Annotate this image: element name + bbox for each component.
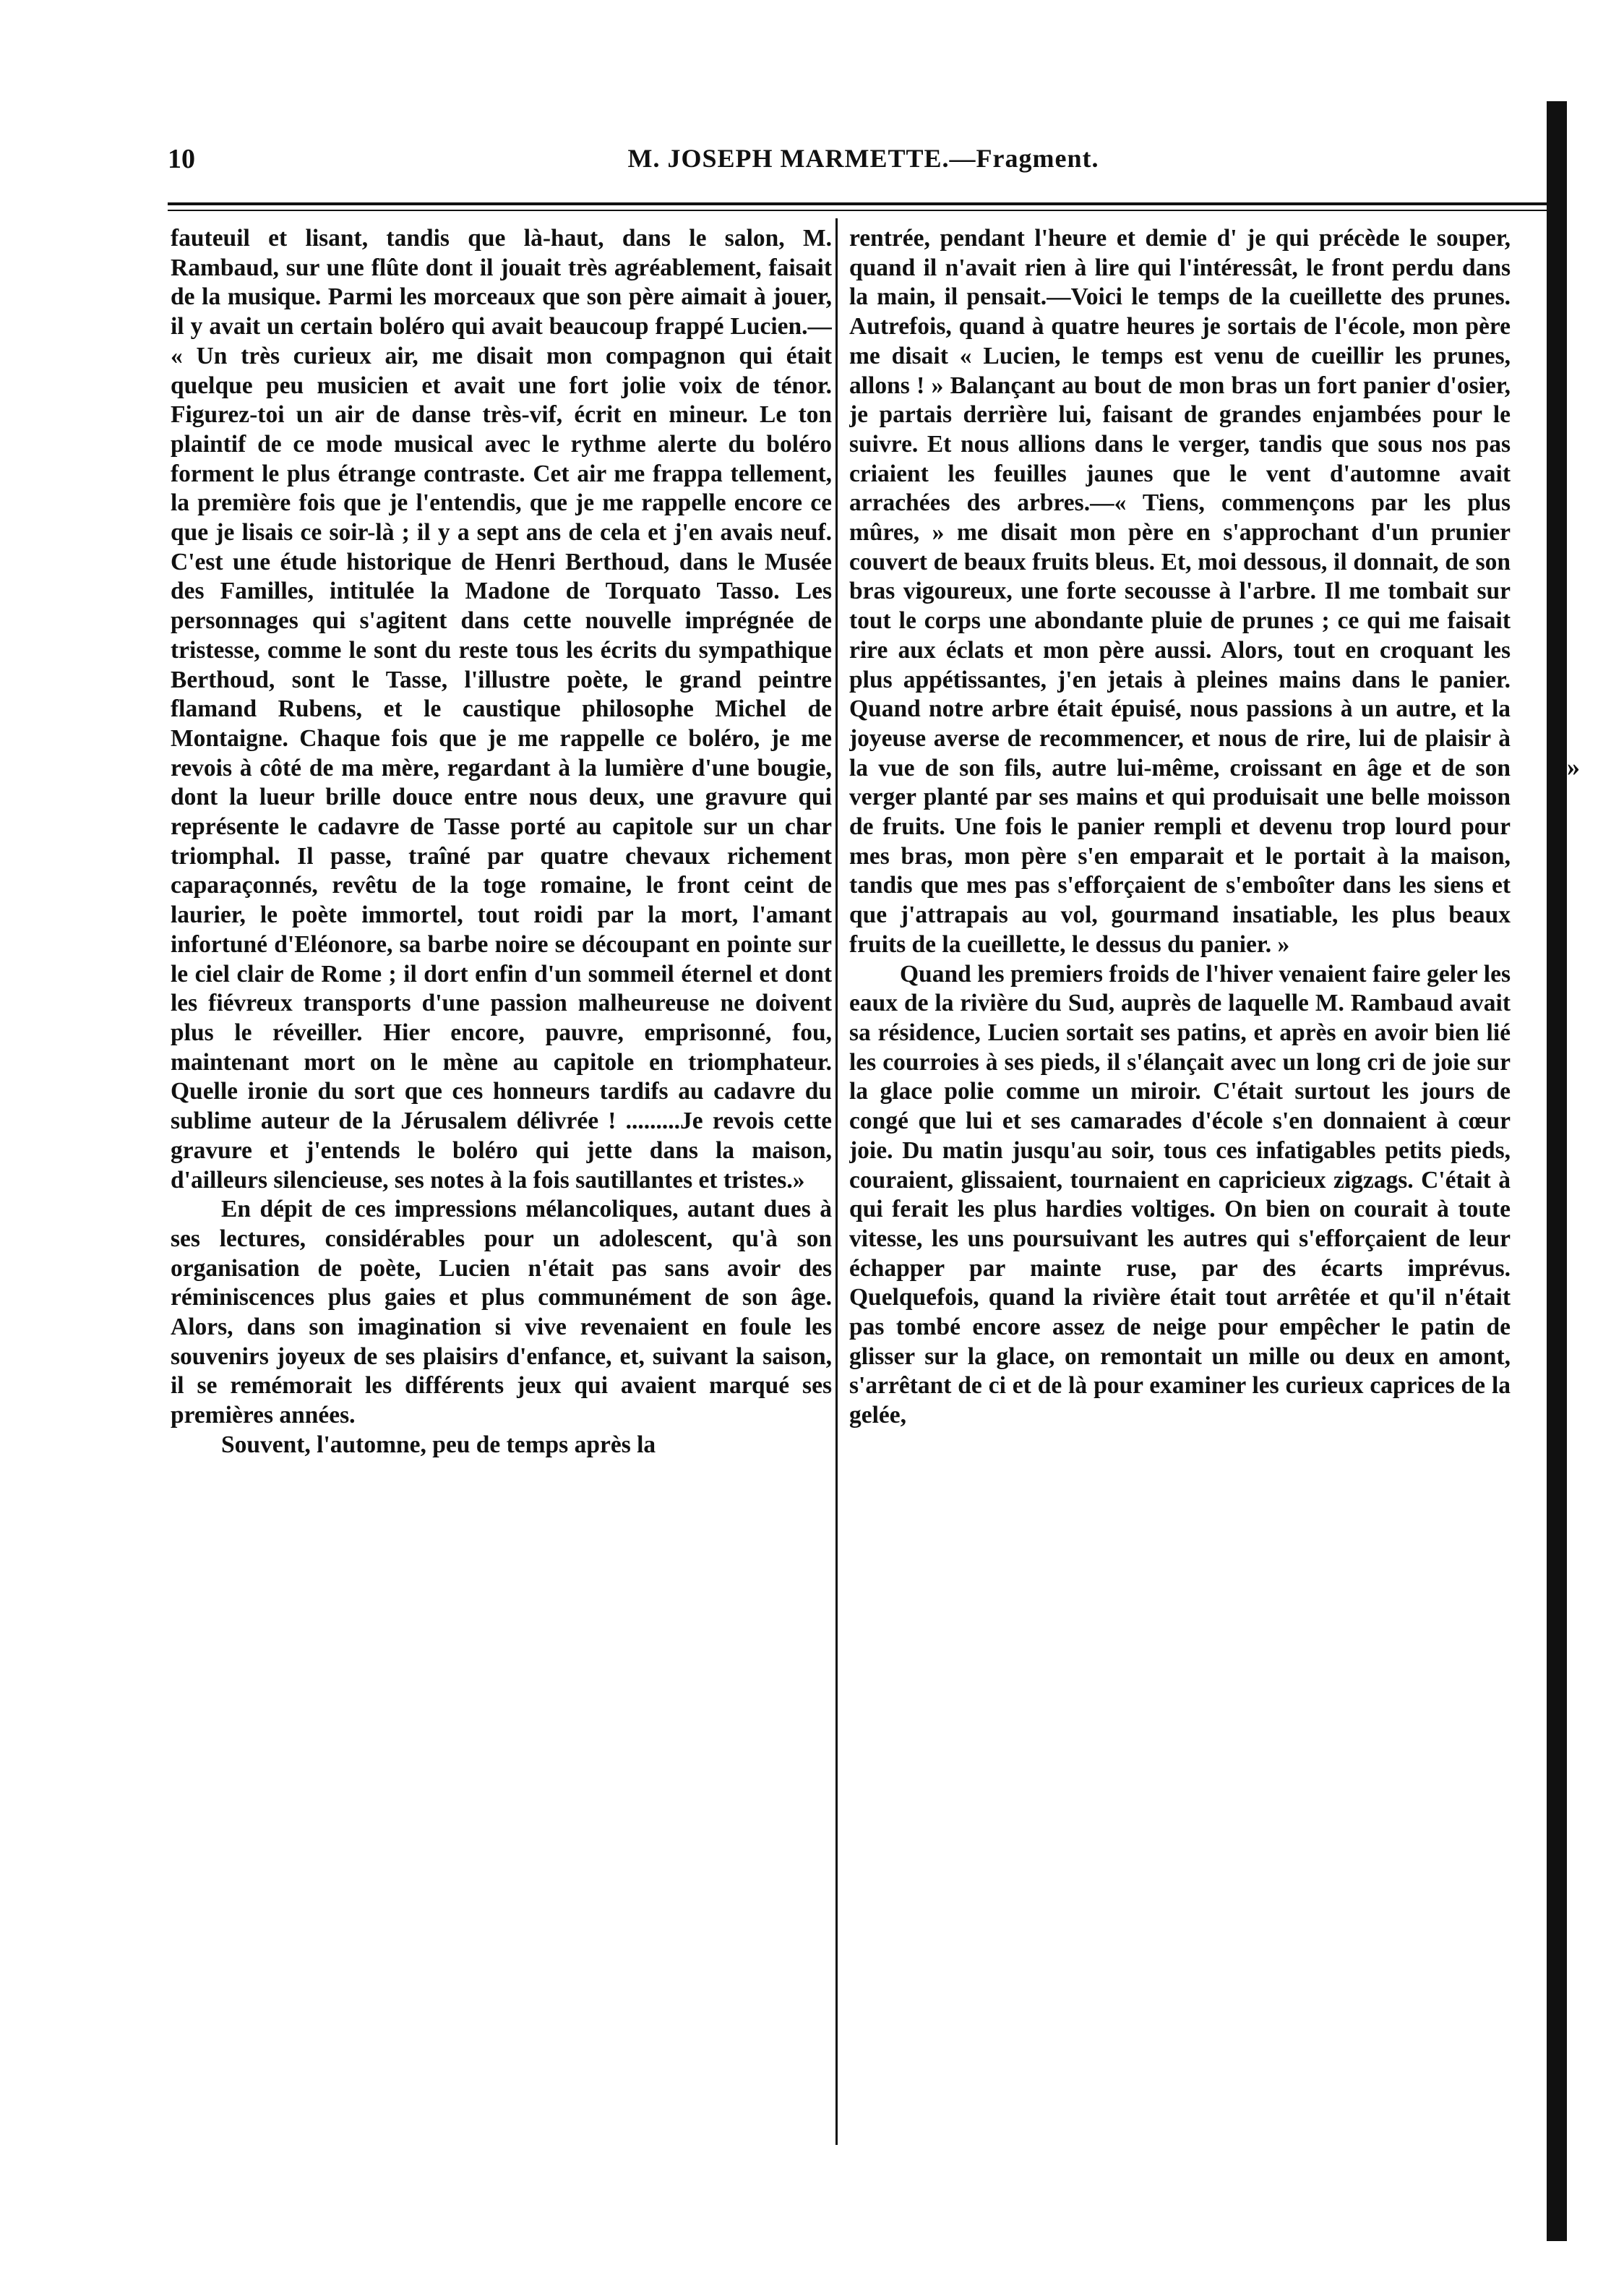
- right-paragraph-2: Quand les premiers froids de l'hiver venaient faire geler les eaux de la rivière du Sud, auprès de laquelle M. Rambaud avait sa résidence, Lucien sortait ses patins, et après en avoir bien lié les courroies à ses pieds, il s'élançait avec un long cri de joie sur la glace polie comme un miroir. C'était surtout les jours de congé que lui et ses camarades d'école s'en donnaient à cœur joie. Du matin jusqu'au soir, tous ces infatigables petits pieds, couraient, glissaient, tournaient en capricieux zigzags. C'était à qui ferait les plus hardies voltiges. On bien on courait à toute vitesse, les uns poursuivant les autres qui s'efforçaient de leur échapper par mainte ruse, par des écarts imprévus. Quelquefois, quand la rivière était tout arrêtée et qu'il n'était pas tombé encore assez de neige pour empêcher le patin de glisser sur la glace, on remontait un mille ou deux en amont, s'arrêtant de ci et de là pour examiner les curieux caprices de la gelée,: [849, 960, 1511, 1429]
- page-header: [168, 143, 1559, 179]
- header-rule-thin: [168, 210, 1559, 211]
- left-paragraph-1: fauteuil et lisant, tandis que là-haut, dans le salon, M. Rambaud, sur une flûte dont il jouait très agréablement, faisait de la musique. Parmi les morceaux que son père aimait à jouer, il y avait un certain boléro qui avait beaucoup frappé Lucien.— « Un très curieux air, me disait mon compagnon qui était quelque peu musicien et avait une fort jolie voix de ténor. Figurez-toi un air de danse très-vif, écrit en mineur. Le ton plaintif de ce mode musical avec le rythme alerte du boléro forment le plus étrange contraste. Cet air me frappa tellement, la première fois que je l'entendis, que je me rappelle encore ce que je lisais ce soir-là ; il y a sept ans de cela et j'en avais neuf. C'est une étude historique de Henri Berthoud, dans le Musée des Familles, intitulée la Madone de Torquato Tasso. Les personnages qui s'agitent dans cette nouvelle imprégnée de tristesse, comme le sont du reste tous les écrits du sympathique Berthoud, sont le Tasse, l'illustre poète, le grand peintre flamand Rubens, et le caustique philosophe Michel de Montaigne. Chaque fois que je me rappelle ce boléro, je me revois à côté de ma mère, regardant à la lumière d'une bougie, dont la lueur brille douce entre nous deux, une gravure qui représente le cadavre de Tasse porté au capitole sur un char triomphal. Il passe, traîné par quatre chevaux richement caparaçonnés, revêtu de la toge romaine, le front ceint de laurier, le poète immortel, tout roidi par la mort, l'amant infortuné d'Eléonore, sa barbe noire se découpant en pointe sur le ciel clair de Rome ; il dort enfin d'un sommeil éternel et dont les fiévreux transports d'une passion malheureuse ne doivent plus le réveiller. Hier encore, pauvre, emprisonné, fou, maintenant mort on le mène au capitole en triomphateur. Quelle ironie du sort que ces honneurs tardifs au cadavre du sublime auteur de la Jérusalem délivrée ! .........Je revois cette gravure et j'entends le boléro qui jette dans la maison, d'ailleurs silencieuse, ses notes à la fois sautillantes et tristes.»: [171, 225, 832, 1194]
- header-rule-thick: [168, 202, 1559, 205]
- left-paragraph-3: Souvent, l'automne, peu de temps après la: [221, 1431, 656, 1458]
- running-title: M. JOSEPH MARMETTE.—Fragment.: [627, 144, 1099, 173]
- column-divider: [835, 218, 838, 2145]
- left-paragraph-2: En dépit de ces impressions mélancoliques, autant dues à ses lectures, considérables pour un adolescent, qu'à son organisation de poète, Lucien n'était pas sans avoir des réminiscences plus gaies et plus communément de son âge. Alors, dans son imagination si vive revenaient en foule les souvenirs joyeux de ses plaisirs d'enfance, et, suivant la saison, il se remémorait les différents jeux qui avaient marqué ses premières années.: [171, 1196, 832, 1429]
- right-column: [849, 224, 1511, 2147]
- scan-edge-bar: [1547, 101, 1567, 2241]
- left-column: [171, 224, 832, 2147]
- right-paragraph-1: rentrée, pendant l'heure et demie d' je qui précède le souper, quand il n'avait rien à lire qui l'intéressât, le front perdu dans la main, il pensait.—Voici le temps de la cueillette des prunes. Autrefois, quand à quatre heures je sortais de l'école, mon père me disait « Lucien, le temps est venu de cueillir les prunes, allons ! » Balançant au bout de mon bras un fort panier d'osier, je partais derrière lui, faisant de grandes enjambées pour le suivre. Et nous allions dans le verger, tandis que sous nos pas criaient les feuilles jaunes que le vent d'automne avait arrachées des arbres.—« Tiens, commençons par les plus mûres, » me disait mon père en s'approchant d'un prunier couvert de beaux fruits bleus. Et, moi dessous, il donnait, de son bras vigoureux, une forte secousse à l'arbre. Il me tombait sur tout le corps une abondante pluie de prunes ; ce qui me faisait rire aux éclats et mon père aussi. Alors, tout en croquant les plus appétissantes, j'en jetais à pleines mains dans le panier. Quand notre arbre était épuisé, nous passions à un autre, et la joyeuse averse de recommencer, et nous de rire, lui de plaisir à la vue de son fils, autre lui-même, croissant en âge et de son verger planté par ses mains et qui produisait une belle moisson de fruits. Une fois le panier rempli et devenu trop lourd pour mes bras, mon père s'en emparait et le portait à la maison, tandis que mes pas s'efforçaient de s'emboîter dans les siens et que j'attrapais au vol, gourmand insatiable, les plus beaux fruits de la cueillette, le dessus du panier. »: [849, 225, 1511, 958]
- page-number: 10: [168, 144, 195, 174]
- margin-mark: »: [1567, 753, 1580, 781]
